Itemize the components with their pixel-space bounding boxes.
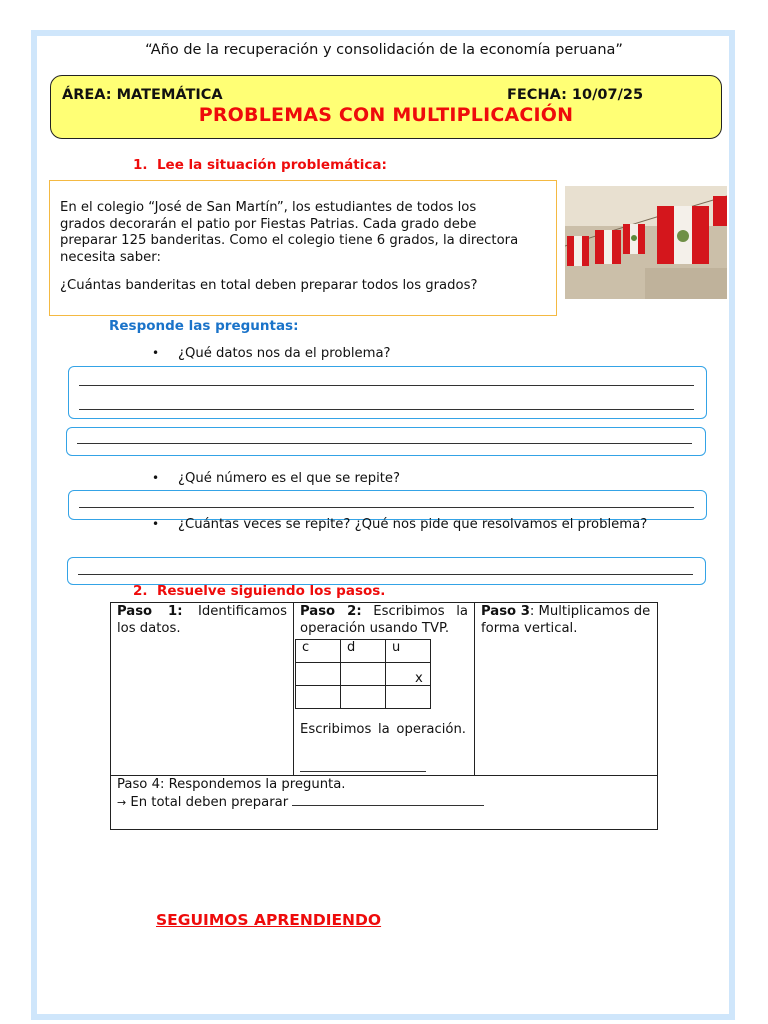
section-1-number: 1. <box>133 157 148 173</box>
step-1-text: Identificamos los datos. <box>117 604 287 636</box>
step-3-text: : Multiplicamos de forma vertical. <box>481 604 651 636</box>
step-4-cell[interactable] <box>111 776 658 830</box>
tvp-cell[interactable] <box>386 686 431 709</box>
section-2-heading <box>133 583 385 599</box>
steps-table <box>110 602 658 830</box>
problem-text: En el colegio “José de San Martín”, los estudiantes de todos los grados decorarán el patio por Fiestas Patrias. Cada grado debe preparar 125 banderitas. Como el colegio tiene 6 grados, la directora necesita saber: <box>60 200 519 265</box>
step-2-write-operation <box>300 721 466 738</box>
step-1-label: Paso 1: <box>117 604 183 619</box>
tvp-cell[interactable] <box>341 686 386 709</box>
step-4-label: Paso 4: Respondemos la pregunta. <box>117 777 346 792</box>
area-label: ÁREA: MATEMÁTICA <box>62 87 223 103</box>
step-2-cell[interactable] <box>294 603 475 776</box>
tvp-table[interactable] <box>295 639 431 709</box>
step-3-cell[interactable] <box>475 603 658 776</box>
bullet-icon: • <box>152 346 160 360</box>
tvp-header-u: u <box>386 640 431 663</box>
section-2-number: 2. <box>133 583 148 599</box>
seguimos-aprendiendo: SEGUIMOS APRENDIENDO <box>156 911 382 929</box>
tvp-header-c: c <box>296 640 341 663</box>
peru-flags-image <box>565 186 727 299</box>
question-1 <box>152 346 391 361</box>
answer-box-2[interactable] <box>66 427 706 456</box>
section-2-title: Resuelve siguiendo los pasos. <box>156 583 386 599</box>
section-1-heading <box>133 157 387 173</box>
tvp-cell[interactable] <box>341 663 386 686</box>
page-title: PROBLEMAS CON MULTIPLICACIÓN <box>198 104 574 126</box>
tvp-cell[interactable] <box>296 663 341 686</box>
question-3 <box>152 517 658 533</box>
step-1-cell[interactable] <box>111 603 294 776</box>
question-2 <box>152 471 401 486</box>
tvp-cell[interactable] <box>386 663 431 686</box>
times-sign: x <box>415 671 423 686</box>
flags-illustration <box>565 186 727 299</box>
tvp-cell[interactable] <box>296 686 341 709</box>
section-1-title: Lee la situación problemática: <box>156 157 387 173</box>
step-4-answer-line[interactable] <box>292 793 484 806</box>
motto: “Año de la recuperación y consolidación de la economía peruana” <box>145 42 623 58</box>
problem-question: ¿Cuántas banderitas en total deben preparar todos los grados? <box>60 278 478 293</box>
answer-box-4[interactable] <box>67 557 706 585</box>
step-2-label: Paso 2: <box>300 604 362 619</box>
tvp-header-d: d <box>341 640 386 663</box>
step-4-answer-text: En total deben preparar <box>130 795 289 810</box>
responde-heading: Responde las preguntas: <box>109 318 299 334</box>
answer-box-1[interactable] <box>68 366 707 419</box>
step-2-text: Escribimos la operación usando TVP. <box>300 604 468 636</box>
question-3-text: ¿Cuántas veces se repite? ¿Qué nos pide que resolvamos el problema? <box>178 517 648 532</box>
step-3-label: Paso 3 <box>481 604 530 619</box>
question-2-text: ¿Qué número es el que se repite? <box>178 471 401 486</box>
step-2-write-text: Escribimos la operación. <box>300 722 466 737</box>
date-label: FECHA: 10/07/25 <box>507 87 644 103</box>
bullet-icon: • <box>152 517 160 531</box>
question-1-text: ¿Qué datos nos da el problema? <box>178 346 391 361</box>
arrow-icon: → <box>117 796 127 809</box>
bullet-icon: • <box>152 471 160 485</box>
answer-box-3[interactable] <box>68 490 707 520</box>
operation-line[interactable] <box>300 771 426 772</box>
